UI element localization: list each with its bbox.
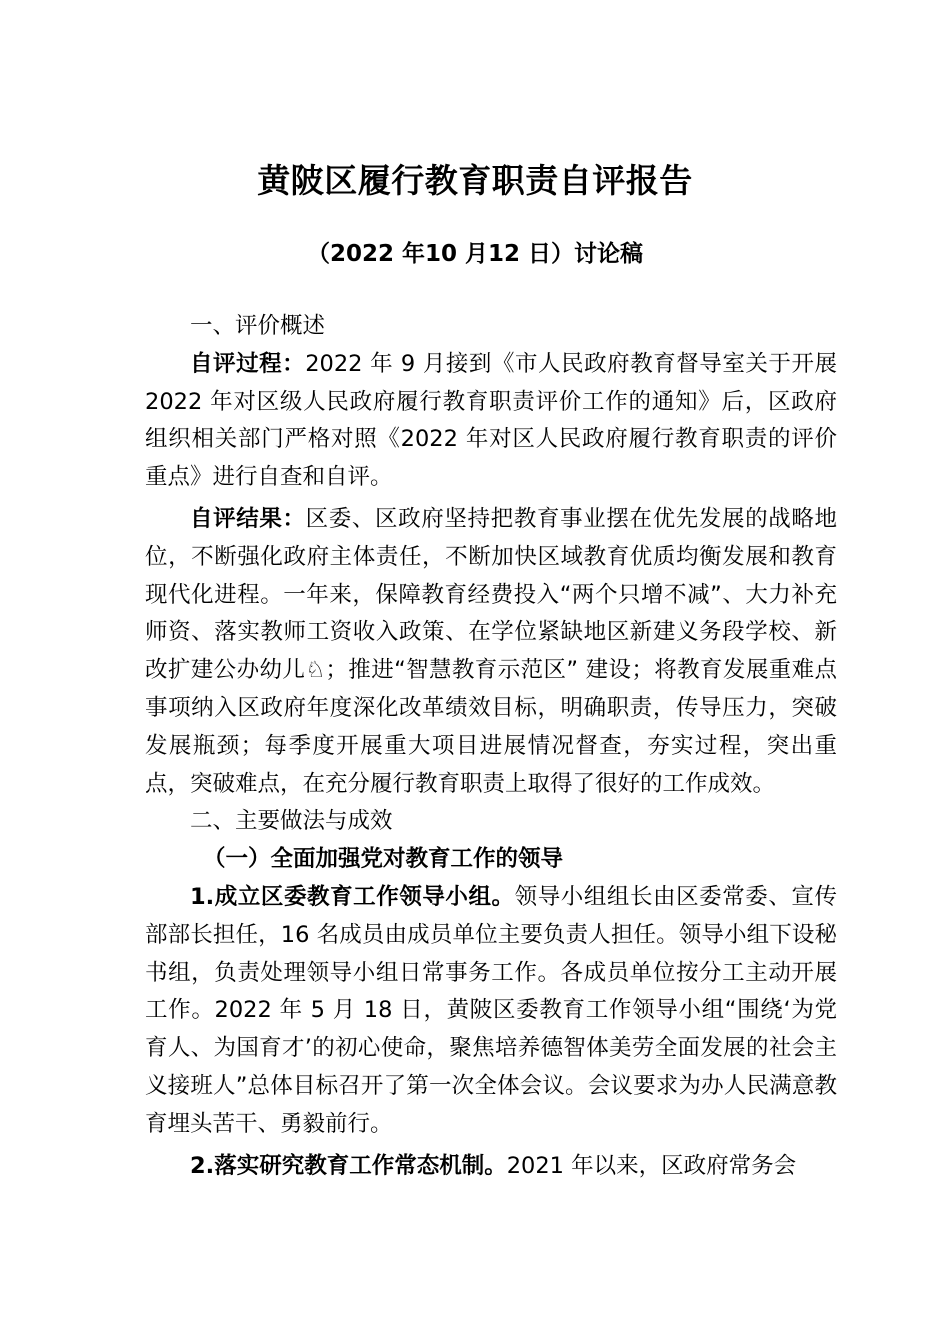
- paragraph-self-evaluation-process: [145, 346, 837, 497]
- section-heading-practices: 二、主要做法与成效: [190, 808, 393, 835]
- paragraph-text: 2022 年 9 月接到《市人民政府教育督导室关于开展 2022 年对区级人民政府履行教育职责评价工作的通知》后，区政府组织相关部门严格对照《2022 年对区人民政府履行教育职责的评价重点》进行自查和自评。: [145, 350, 837, 491]
- paragraph-leading-group: [145, 879, 837, 1144]
- paragraph-label: 自评结果：: [190, 505, 306, 532]
- paragraph-self-evaluation-result: [145, 501, 837, 803]
- subsection-heading-party-leadership: （一）全面加强党对教育工作的领导: [203, 846, 564, 873]
- paragraph-text: 领导小组组长由区委常委、宣传部部长担任，16 名成员由成员单位主要负责人担任。领导小组下设秘书组，负责处理领导小组日常事务工作。各成员单位按分工主动开展工作。2022 年 5 月 18 日，黄陂区委教育工作领导小组“围绕‘为党育人、为国育才’的初心使命，聚焦培养德智体美劳全面发展的社会主义接班人”总体目标召开了第一次全体会议。会议要求为办人民满意教育埋头苦干、勇毅前行。: [145, 883, 837, 1137]
- paragraph-regular-mechanism: [145, 1148, 837, 1186]
- paragraph-text: 区委、区政府坚持把教育事业摆在优先发展的战略地位，不断强化政府主体责任，不断加快区域教育优质均衡发展和教育现代化进程。一年来，保障教育经费投入“两个只增不减”、大力补充师资、落实教师工资收入政策、在学位紧缺地区新建义务段学校、新改扩建公办幼儿♘；推进“智慧教育示范区” 建设；将教育发展重难点事项纳入区政府年度深化改革绩效目标，明确职责，传导压力，突破发展瓶颈；每季度开展重大项目进展情况督查，夯实过程，突出重点，突破难点，在充分履行教育职责上取得了很好的工作成效。: [145, 505, 837, 797]
- document-title: 黄陂区履行教育职责自评报告: [257, 161, 693, 200]
- document-subtitle: （2022 年10 月12 日）讨论稿: [306, 241, 644, 267]
- document-body: [145, 308, 837, 1185]
- paragraph-label: 2.落实研究教育工作常态机制。: [190, 1152, 507, 1179]
- paragraph-label: 自评过程：: [190, 350, 306, 377]
- section-heading-overview: 一、评价概述: [190, 313, 326, 339]
- paragraph-label: 1.成立区委教育工作领导小组。: [190, 883, 515, 910]
- paragraph-text: 2021 年以来，区政府常务会: [506, 1152, 797, 1179]
